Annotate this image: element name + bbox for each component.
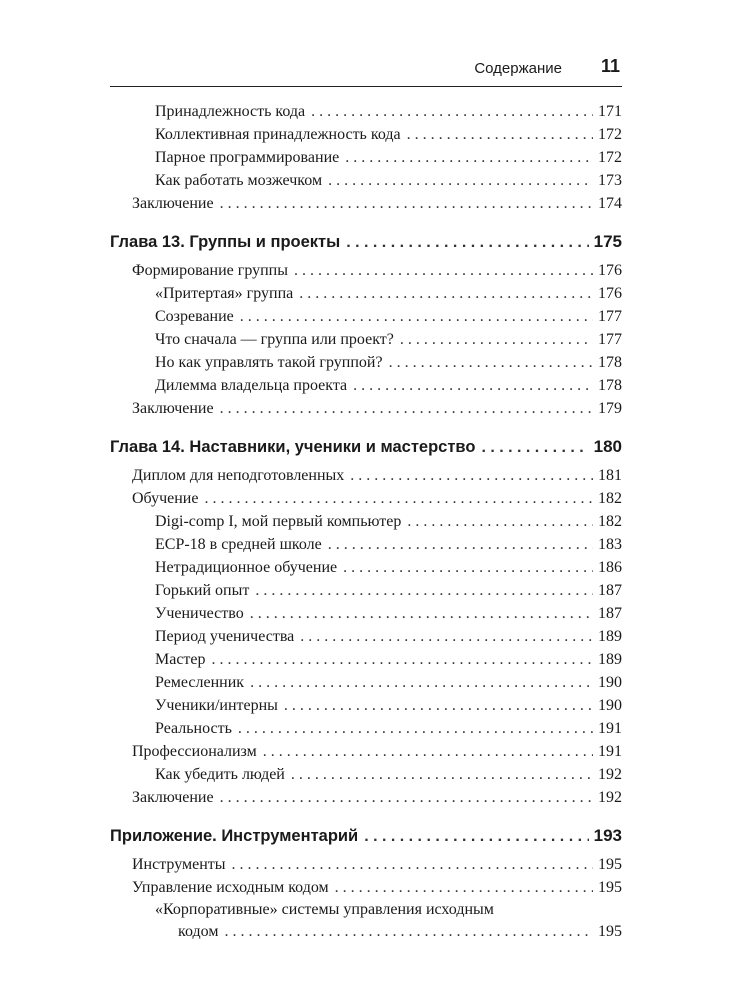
dot-leader (350, 464, 593, 487)
dot-leader (294, 259, 593, 282)
toc-entry-title: Принадлежность кода (155, 103, 306, 120)
toc-entry-title: Как убедить людей (155, 766, 285, 783)
toc-entry-page: 176 (598, 262, 622, 279)
toc-entry-title: Горький опыт (155, 582, 250, 599)
toc-entry-page: 177 (598, 308, 622, 325)
toc-entry-page: 190 (598, 697, 622, 714)
toc-entry (110, 397, 622, 420)
toc-entry (110, 259, 622, 282)
dot-leader (328, 169, 593, 192)
toc-entry-page: 173 (598, 172, 622, 189)
toc-chapter-page: 180 (593, 437, 622, 456)
toc-entry-page: 192 (598, 789, 622, 806)
dot-leader (240, 305, 593, 328)
toc-chapter-title: Приложение. Инструментарий (110, 827, 359, 845)
toc-entry (110, 556, 622, 579)
toc-entry (110, 374, 622, 397)
toc-entry (110, 717, 622, 740)
toc-entry (110, 510, 622, 533)
toc-entry-page: 183 (598, 536, 622, 553)
dot-leader (389, 351, 593, 374)
toc-entry (110, 305, 622, 328)
toc-entry-page: 177 (598, 331, 622, 348)
dot-leader (346, 226, 588, 260)
toc-entry-page: 181 (598, 467, 622, 484)
toc-chapter (110, 430, 622, 464)
toc-entry-title: Но как управлять такой группой? (155, 354, 383, 371)
toc-entry-page: 174 (598, 195, 622, 212)
toc-entry-page: 192 (598, 766, 622, 783)
toc-entry (110, 853, 622, 876)
toc-entry-page: 195 (598, 856, 622, 873)
toc-entry-title: Обучение (132, 490, 199, 507)
toc-entry-page: 179 (598, 400, 622, 417)
toc-entry (110, 740, 622, 763)
dot-leader (220, 192, 593, 215)
toc-entry-page: 191 (598, 720, 622, 737)
toc-entry (110, 625, 622, 648)
toc-entry-title: Мастер (155, 651, 206, 668)
running-header (110, 56, 622, 87)
toc-entry-title: Digi-comp I, мой первый компьютер (155, 513, 402, 530)
dot-leader (407, 510, 593, 533)
dot-leader (364, 820, 588, 854)
toc-chapter (110, 819, 622, 853)
toc-entry-title: Формирование группы (132, 262, 288, 279)
toc-entry (110, 786, 622, 809)
toc-entry (110, 487, 622, 510)
toc-entry (110, 694, 622, 717)
toc-entry (110, 351, 622, 374)
dot-leader (299, 282, 593, 305)
dot-leader (250, 671, 593, 694)
toc-entry (110, 282, 622, 305)
toc-entry-page: 187 (598, 582, 622, 599)
toc-entry-page: 176 (598, 285, 622, 302)
toc-chapter-page: 193 (593, 826, 622, 845)
toc-chapter-title: Глава 14. Наставники, ученики и мастерство (110, 438, 476, 456)
toc-entry-title: Ученики/интерны (155, 697, 278, 714)
toc-entry-page: 182 (598, 513, 622, 530)
toc-chapter (110, 225, 622, 259)
toc-entry (110, 876, 622, 899)
toc-entry-page: 191 (598, 743, 622, 760)
toc-entry-title: Период ученичества (155, 628, 295, 645)
toc-entry-page: 171 (598, 103, 622, 120)
toc-entry-title: Заключение (132, 789, 214, 806)
toc-entry-page: 195 (598, 879, 622, 896)
dot-leader (232, 853, 593, 876)
toc-entry-title: Ремесленник (155, 674, 245, 691)
toc-entry-title: Дилемма владельца проекта (155, 377, 348, 394)
dot-leader (328, 533, 593, 556)
dot-leader (220, 397, 593, 420)
toc-entry-page: 186 (598, 559, 622, 576)
toc-entry-title: Как работать мозжечком (155, 172, 323, 189)
toc-entry-title: «Притертая» группа (155, 285, 294, 302)
toc-entry (110, 648, 622, 671)
toc-entry-page: 182 (598, 490, 622, 507)
toc-entry-title: Коллективная принадлежность кода (155, 126, 401, 143)
toc-entry-title: Нетрадиционное обучение (155, 559, 338, 576)
toc-entry-page: 189 (598, 628, 622, 645)
dot-leader (335, 876, 593, 899)
toc-entry (110, 763, 622, 786)
toc-entry (110, 920, 622, 943)
toc-chapter-page: 175 (593, 232, 622, 251)
toc-entry-page: 189 (598, 651, 622, 668)
dot-leader (220, 786, 593, 809)
toc-entry-title: Ученичество (155, 605, 244, 622)
toc-entry (110, 123, 622, 146)
dot-leader (400, 328, 593, 351)
dot-leader (255, 579, 593, 602)
dot-leader (407, 123, 593, 146)
toc-entry-page: 190 (598, 674, 622, 691)
toc-entry (110, 533, 622, 556)
toc-chapter-title: Глава 13. Группы и проекты (110, 233, 341, 251)
dot-leader (311, 100, 593, 123)
toc-entry (110, 671, 622, 694)
toc-entry-page: 178 (598, 354, 622, 371)
toc-entry-title: Что сначала — группа или проект? (155, 331, 394, 348)
toc-entry-page: 172 (598, 126, 622, 143)
toc-entry-title: Диплом для неподготовленных (132, 467, 345, 484)
dot-leader (212, 648, 593, 671)
dot-leader (238, 717, 593, 740)
toc-entry-title: ECP-18 в средней школе (155, 536, 322, 553)
dot-leader (204, 487, 593, 510)
toc-entry-title: Парное программирование (155, 149, 340, 166)
dot-leader (263, 740, 593, 763)
dot-leader (250, 602, 593, 625)
toc-entry-page: 187 (598, 605, 622, 622)
table-of-contents (110, 100, 622, 943)
toc-entry-title-line1: «Корпоративные» системы управления исходным (155, 901, 494, 918)
toc-entry (110, 100, 622, 123)
toc-entry-title: Заключение (132, 400, 214, 417)
toc-entry (110, 146, 622, 169)
toc-entry-title: Профессионализм (132, 743, 257, 760)
toc-entry-page: 195 (598, 923, 622, 940)
dot-leader (345, 146, 593, 169)
dot-leader (291, 763, 593, 786)
toc-entry-title: Заключение (132, 195, 214, 212)
header-section-title: Содержание (474, 60, 562, 77)
dot-leader (481, 431, 588, 465)
toc-entry-title-line2: кодом (178, 923, 219, 940)
dot-leader (300, 625, 593, 648)
toc-entry (110, 169, 622, 192)
toc-entry (110, 192, 622, 215)
toc-entry-page: 172 (598, 149, 622, 166)
toc-entry-title: Инструменты (132, 856, 226, 873)
toc-entry-page: 178 (598, 377, 622, 394)
dot-leader (224, 920, 593, 943)
toc-entry-title: Управление исходным кодом (132, 879, 329, 896)
toc-entry (110, 602, 622, 625)
toc-entry (110, 464, 622, 487)
dot-leader (353, 374, 593, 397)
dot-leader (343, 556, 593, 579)
toc-entry (110, 328, 622, 351)
dot-leader (284, 694, 593, 717)
toc-entry (110, 579, 622, 602)
toc-entry-title: Реальность (155, 720, 232, 737)
toc-entry-title: Созревание (155, 308, 234, 325)
header-page-number: 11 (600, 56, 620, 76)
